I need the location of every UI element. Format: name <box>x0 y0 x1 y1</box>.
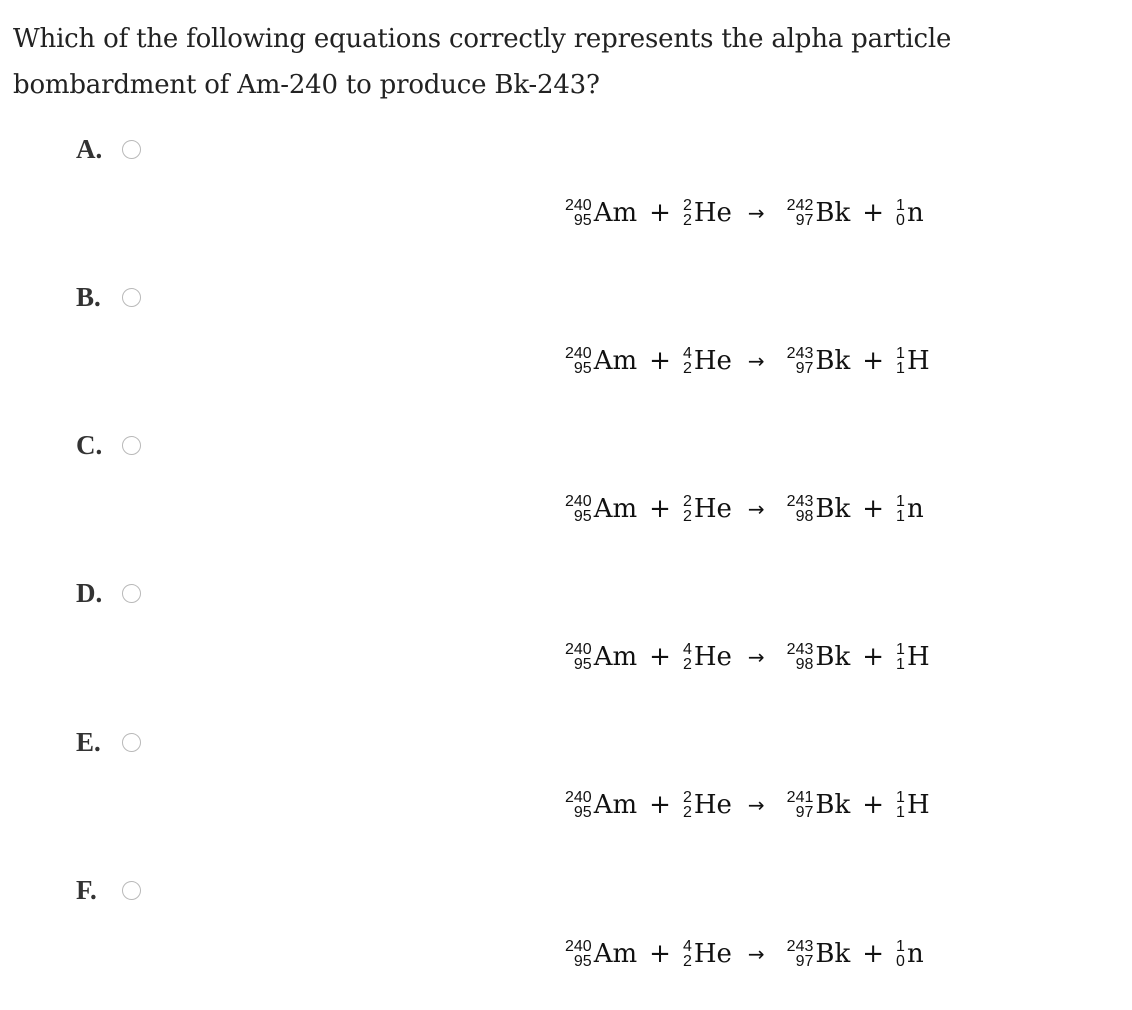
option-a-radio[interactable] <box>122 140 141 159</box>
projectile-nuclide <box>683 642 732 672</box>
product-nuclide <box>787 494 851 524</box>
element-symbol: Am <box>593 790 638 820</box>
plus-sign: + <box>862 790 885 820</box>
reaction-arrow: → <box>747 793 765 817</box>
option-letter: E. <box>76 726 101 757</box>
element-symbol: Bk <box>815 346 851 376</box>
mass-number: 243 <box>786 641 814 658</box>
atomic-number: 2 <box>682 656 692 673</box>
element-symbol: H <box>906 346 930 376</box>
mass-number: 1 <box>896 938 905 955</box>
atomic-number: 2 <box>682 360 692 377</box>
option-letter: C. <box>76 429 103 460</box>
question-text: Which of the following equations correctly represents the alpha particle bombardment of Am-240 to produce Bk-243? <box>13 24 952 100</box>
target-nuclide <box>565 939 637 969</box>
atomic-number: 0 <box>896 212 905 229</box>
projectile-nuclide <box>683 494 732 524</box>
atomic-number: 0 <box>896 953 905 970</box>
option-c[interactable] <box>76 430 141 460</box>
option-b-radio[interactable] <box>122 288 141 307</box>
emitted-particle <box>896 939 924 969</box>
product-nuclide <box>787 642 851 672</box>
plus-sign: + <box>649 790 671 820</box>
element-symbol: Bk <box>815 494 851 524</box>
option-b-equation <box>565 336 930 386</box>
element-symbol: Bk <box>815 939 851 969</box>
plus-sign: + <box>862 198 885 228</box>
mass-number: 240 <box>565 197 592 214</box>
mass-number: 4 <box>682 641 692 658</box>
target-nuclide <box>565 790 637 820</box>
projectile-nuclide <box>683 939 732 969</box>
plus-sign: + <box>649 198 671 228</box>
option-e-equation <box>565 780 930 830</box>
option-letter: B. <box>76 281 101 312</box>
option-c-radio[interactable] <box>122 436 141 455</box>
reaction-arrow: → <box>747 645 765 669</box>
option-letter: D. <box>76 577 103 608</box>
atomic-number: 95 <box>573 360 592 377</box>
option-e-radio[interactable] <box>122 733 141 752</box>
option-a-equation <box>565 188 924 238</box>
mass-number: 240 <box>565 938 592 955</box>
product-nuclide <box>787 198 851 228</box>
mass-number: 243 <box>786 345 814 362</box>
option-letter: F. <box>76 874 97 905</box>
target-nuclide <box>565 198 637 228</box>
mass-number: 2 <box>682 197 692 214</box>
plus-sign: + <box>862 939 885 969</box>
option-letter: A. <box>76 133 103 164</box>
element-symbol: n <box>906 198 924 228</box>
option-f-radio[interactable] <box>122 881 141 900</box>
reaction-arrow: → <box>747 497 765 521</box>
atomic-number: 2 <box>682 953 692 970</box>
element-symbol: n <box>906 494 924 524</box>
element-symbol: H <box>906 642 930 672</box>
atomic-number: 95 <box>573 804 592 821</box>
atomic-number: 95 <box>573 508 592 525</box>
element-symbol: He <box>693 939 732 969</box>
atomic-number: 98 <box>795 508 814 525</box>
element-symbol: He <box>693 642 732 672</box>
reaction-arrow: → <box>747 942 765 966</box>
option-b[interactable] <box>76 282 141 312</box>
plus-sign: + <box>649 642 671 672</box>
atomic-number: 1 <box>896 804 905 821</box>
emitted-particle <box>896 790 930 820</box>
emitted-particle <box>896 642 930 672</box>
mass-number: 240 <box>565 641 592 658</box>
reaction-arrow: → <box>747 349 765 373</box>
plus-sign: + <box>862 642 885 672</box>
mass-number: 1 <box>896 493 905 510</box>
atomic-number: 1 <box>896 656 905 673</box>
atomic-number: 95 <box>573 656 592 673</box>
mass-number: 4 <box>682 938 692 955</box>
atomic-number: 97 <box>795 953 814 970</box>
mass-number: 1 <box>896 197 905 214</box>
mass-number: 243 <box>786 938 814 955</box>
plus-sign: + <box>649 346 671 376</box>
option-d[interactable] <box>76 578 141 608</box>
option-f-equation <box>565 929 924 979</box>
atomic-number: 95 <box>573 953 592 970</box>
element-symbol: He <box>693 198 732 228</box>
atomic-number: 97 <box>795 360 814 377</box>
atomic-number: 1 <box>896 360 905 377</box>
element-symbol: H <box>906 790 930 820</box>
element-symbol: Am <box>593 939 638 969</box>
element-symbol: He <box>693 494 732 524</box>
element-symbol: Am <box>593 642 638 672</box>
projectile-nuclide <box>683 198 732 228</box>
product-nuclide <box>787 790 851 820</box>
element-symbol: Bk <box>815 790 851 820</box>
mass-number: 1 <box>896 641 905 658</box>
atomic-number: 2 <box>682 212 692 229</box>
element-symbol: Bk <box>815 198 851 228</box>
atomic-number: 98 <box>795 656 814 673</box>
element-symbol: n <box>906 939 924 969</box>
mass-number: 4 <box>682 345 692 362</box>
option-d-equation <box>565 632 930 682</box>
element-symbol: He <box>693 346 732 376</box>
option-f[interactable] <box>76 875 141 905</box>
target-nuclide <box>565 346 637 376</box>
plus-sign: + <box>649 939 671 969</box>
plus-sign: + <box>862 494 885 524</box>
projectile-nuclide <box>683 346 732 376</box>
element-symbol: Am <box>593 198 638 228</box>
mass-number: 240 <box>565 789 592 806</box>
atomic-number: 2 <box>682 508 692 525</box>
reaction-arrow: → <box>747 201 765 225</box>
option-c-equation <box>565 484 924 534</box>
mass-number: 240 <box>565 493 592 510</box>
element-symbol: He <box>693 790 732 820</box>
target-nuclide <box>565 494 637 524</box>
atomic-number: 95 <box>573 212 592 229</box>
emitted-particle <box>896 346 930 376</box>
product-nuclide <box>787 346 851 376</box>
plus-sign: + <box>649 494 671 524</box>
element-symbol: Bk <box>815 642 851 672</box>
atomic-number: 97 <box>795 804 814 821</box>
plus-sign: + <box>862 346 885 376</box>
atomic-number: 1 <box>896 508 905 525</box>
target-nuclide <box>565 642 637 672</box>
option-d-radio[interactable] <box>122 584 141 603</box>
mass-number: 2 <box>682 789 692 806</box>
emitted-particle <box>896 198 924 228</box>
element-symbol: Am <box>593 494 638 524</box>
option-a[interactable] <box>76 134 141 164</box>
mass-number: 243 <box>786 493 814 510</box>
mass-number: 1 <box>896 345 905 362</box>
mass-number: 240 <box>565 345 592 362</box>
mass-number: 242 <box>786 197 814 214</box>
atomic-number: 2 <box>682 804 692 821</box>
emitted-particle <box>896 494 924 524</box>
projectile-nuclide <box>683 790 732 820</box>
mass-number: 2 <box>682 493 692 510</box>
product-nuclide <box>787 939 851 969</box>
atomic-number: 97 <box>795 212 814 229</box>
element-symbol: Am <box>593 346 638 376</box>
mass-number: 241 <box>786 789 814 806</box>
option-e[interactable] <box>76 727 141 757</box>
mass-number: 1 <box>896 789 905 806</box>
